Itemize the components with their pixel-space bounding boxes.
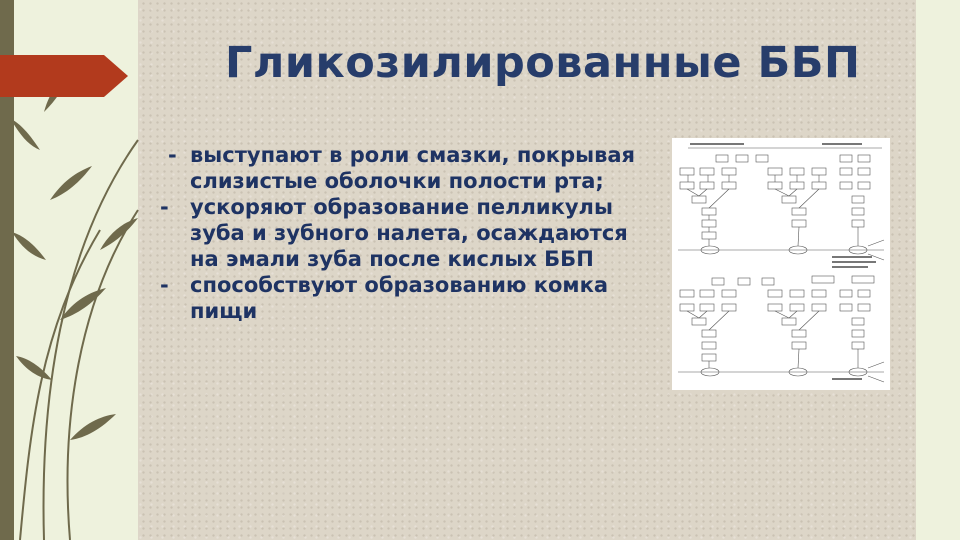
bullet-dash: - <box>168 143 177 167</box>
bullet-text: выступают в роли смазки, покрывая слизистые оболочки полости рта; <box>190 143 636 193</box>
red-arrow-icon <box>0 55 130 97</box>
pathway-figure <box>672 138 890 390</box>
glycosylation-pathway-diagram <box>672 138 890 390</box>
bullet-list <box>160 142 650 324</box>
bullet-dash: - <box>160 273 169 297</box>
bullet-dash: - <box>160 195 169 219</box>
bullet-item <box>160 142 650 194</box>
slide-title: Гликозилированные ББП <box>225 38 861 88</box>
bullet-item <box>160 272 650 324</box>
bullet-text: способствуют образованию комка пищи <box>190 273 609 323</box>
bullet-text: ускоряют образование пелликулы зуба и зубного налета, осаждаются на эмали зуба после кислых ББП <box>190 195 628 271</box>
bullet-item <box>160 194 650 272</box>
right-strip <box>916 0 960 540</box>
